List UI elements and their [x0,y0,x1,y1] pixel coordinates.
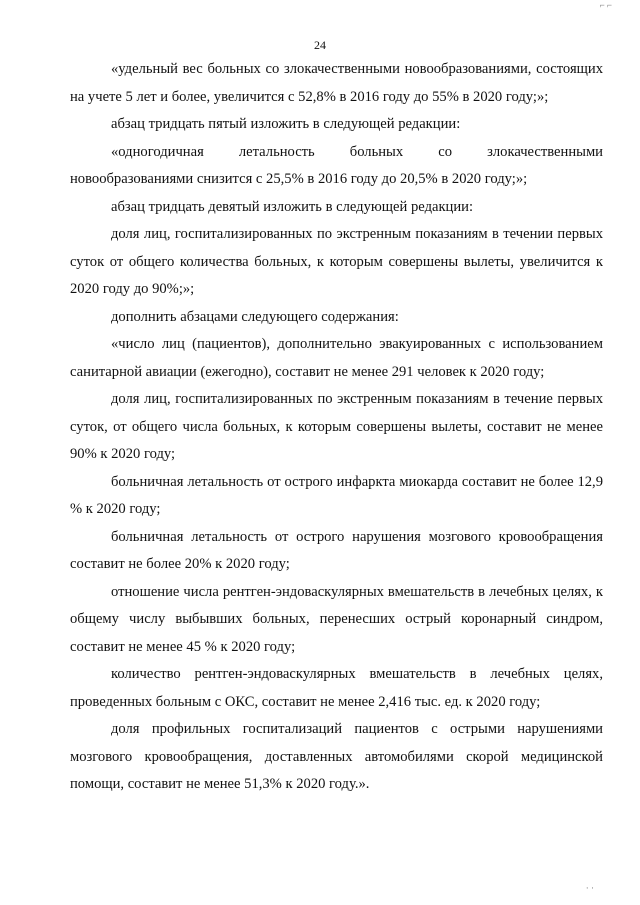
scan-mark: ⌐ ⌐ [599,0,612,10]
page-number: 24 [314,38,326,52]
paragraph: отношение числа рентген-эндоваскулярных вмешательств в лечебных целях, к общему числу выбывших больных, перенесших острый коронарный синдром, составит не менее 45 % к 2020 году; [70,583,603,655]
paragraph: «число лиц (пациентов), дополнительно эвакуированных с использованием санитарной авиации (ежегодно), составит не менее 291 человек к 2020 году; [70,336,603,380]
paragraph: дополнить абзацами следующего содержания: [111,308,399,325]
scan-mark: · · [585,883,594,893]
document-body [70,56,603,799]
paragraph: доля профильных госпитализаций пациентов с острыми нарушениями мозгового кровообращения, доставленных автомобилями скорой медицинской помощи, составит не менее 51,3% к 2020 году.». [70,721,603,792]
paragraph: «одногодичная летальность больных со злокачественными новообразованиями снизится с 25,5% в 2016 году до 20,5% в 2020 году;»; [70,143,603,187]
paragraph: абзац тридцать пятый изложить в следующей редакции: [111,116,461,132]
paragraph: «удельный вес больных со злокачественными новообразованиями, состоящих на учете 5 лет и более, увеличится с 52,8% в 2016 году до 55% в 2020 году;»; [70,61,603,105]
paragraph: количество рентген-эндоваскулярных вмешательств в лечебных целях, проведенных больным с ОКС, составит не менее 2,416 тыс. ед. к 2020 году; [70,666,603,710]
paragraph: доля лиц, госпитализированных по экстренным показаниям в течении первых суток от общего количества больных, к которым совершены вылеты, увеличится к 2020 году до 90%;»; [70,226,603,297]
paragraph: больничная летальность от острого инфаркта миокарда составит не более 12,9 % к 2020 году; [70,473,603,517]
paragraph: доля лиц, госпитализированных по экстренным показаниям в течение первых суток, от общего числа больных, к которым совершены вылеты, составит не менее 90% к 2020 году; [70,391,603,462]
paragraph: больничная летальность от острого нарушения мозгового кровообращения составит не более 20% к 2020 году; [70,528,603,572]
paragraph: абзац тридцать девятый изложить в следующей редакции: [111,198,474,215]
